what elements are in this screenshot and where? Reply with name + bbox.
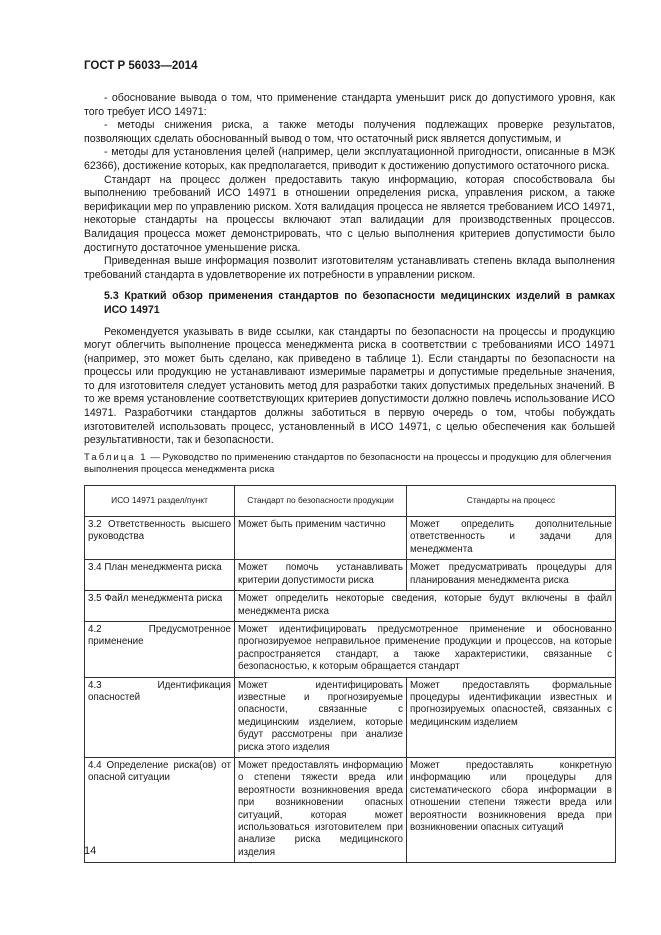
table-cell: 3.2 Ответственность высшего руководства xyxy=(85,517,235,560)
paragraph: Приведенная выше информация позволит изготовителям устанавливать степень вклада выполнения требований стандарта в удовлетворение их потребности в управлении риском. xyxy=(84,255,615,281)
table-cell: Может быть применим частично xyxy=(235,517,407,560)
document-code: ГОСТ Р 56033—2014 xyxy=(84,60,198,72)
table-cell: Может определить дополнительные ответственность и задачи для менеджмента xyxy=(407,517,616,560)
table-caption xyxy=(84,452,615,477)
table-cell: Может предоставлять формальные процедуры идентификации известных и прогнозируемых опасностей, связанных с медицинским изделием xyxy=(407,677,616,757)
table-row xyxy=(85,591,616,622)
table-cell-merged: Может идентифицировать предусмотренное применение и обоснованно прогнозируемое неправильное применение продукции и процессов, на которые распространяется стандарт, а также характеристики, связанные с безопасностью, к которым обращается стандарт xyxy=(235,621,616,677)
paragraph: - методы для установления целей (например, цели эксплуатационной пригодности, описанные в МЭК 62366), достижение которых, как предполагается, приводит к достижению допустимого остаточного риска. xyxy=(84,146,615,172)
table-cell: 3.5 Файл менеджмента риска xyxy=(85,591,235,622)
table-header-cell: Стандарты на процесс xyxy=(407,485,616,516)
table-cell-merged: Может определить некоторые сведения, которые будут включены в файл менеджмента риска xyxy=(235,591,616,622)
table-header-row xyxy=(85,485,616,516)
table-caption-text: — Руководство по применению стандартов по безопасности на процессы и продукцию для облегчения выполнения процесса менеджмента риска xyxy=(84,451,612,476)
table-row xyxy=(85,560,616,591)
table-cell: Может идентифицировать известные и прогнозируемые опасности, связанные с медицинским изделием, которые будут рассмотрены при анализе риска этого изделия xyxy=(235,677,407,757)
table-row xyxy=(85,621,616,677)
table-header-cell: Стандарт по безопасности продукции xyxy=(235,485,407,516)
table-header-cell: ИСО 14971 раздел/пункт xyxy=(85,485,235,516)
table-cell: 4.4 Определение риска(ов) от опасной ситуации xyxy=(85,757,235,862)
table-cell: 4.3 Идентификация опасностей xyxy=(85,677,235,757)
guidance-table xyxy=(84,485,616,864)
table-cell: Может помочь устанавливать критерии допустимости риска xyxy=(235,560,407,591)
paragraph: - обоснование вывода о том, что применение стандарта уменьшит риск до допустимого уровня, как того требует ИСО 14971: xyxy=(84,92,615,118)
paragraph: - методы снижения риска, а также методы получения подлежащих проверке результатов, позволяющих сделать обоснованный вывод о том, что остаточный риск является допустимым, и xyxy=(84,119,615,145)
paragraph: Рекомендуется указывать в виде ссылки, как стандарты по безопасности на процессы и продукцию могут облегчить выполнение процесса менеджмента риска в соответствии с требованиями ИСО 14971 (например, это может быть сделано, как приведено в таблице 1). Если стандарты по безопасности на процессы или продукцию не устанавливают измеримые параметры и допустимые предельные значения, то для изготовителя следует установить метод для разработки таких допустимых предельных значений. В то же время установление соответствующих критериев допустимости должно повлечь использование ИСО 14971. Разработчики стандартов должны заботиться в первую очередь о том, чтобы побуждать изготовителей использовать процесс, установленный в ИСО 14971, с целью обеспечения как большей результативности, так и безопасности. xyxy=(84,325,615,447)
table-cell: Может предоставлять конкретную информацию или процедуры для систематического сбора информации в отношении степени тяжести вреда или вероятности возникновения вреда при возникновении опасных ситуаций xyxy=(407,757,616,862)
table-row xyxy=(85,757,616,862)
paragraph: Стандарт на процесс должен предоставить такую информацию, которая способствовала бы выполнению требований ИСО 14971 в отношении определения риска, управления риском, а также верификации мер по управлению риском. Хотя валидация процесса не является требованием ИСО 14971, некоторые стандарты на процессы включают этап валидации для производственных процессов. Валидация процесса может демонстрировать, что с целью выполнения критериев допустимости было достигнуто достаточное уменьшение риска. xyxy=(84,173,615,254)
table-row xyxy=(85,517,616,560)
table-cell: Может предусматривать процедуры для планирования менеджмента риска xyxy=(407,560,616,591)
table-row xyxy=(85,677,616,757)
body-text xyxy=(84,92,615,863)
table-cell: 3.4 План менеджмента риска xyxy=(85,560,235,591)
table-caption-label: Таблица 1 xyxy=(84,451,148,463)
table-cell: 4.2 Предусмотренное применение xyxy=(85,621,235,677)
table-cell: Может предоставлять информацию о степени тяжести вреда или вероятности возникновения вреда при возникновении опасных ситуаций, которая может использоваться изготовителем при анализе риска медицинского изделия xyxy=(235,757,407,862)
section-heading: 5.3 Краткий обзор применения стандартов по безопасности медицинских изделий в рамках ИСО 14971 xyxy=(104,290,615,316)
page-number: 14 xyxy=(84,845,97,857)
